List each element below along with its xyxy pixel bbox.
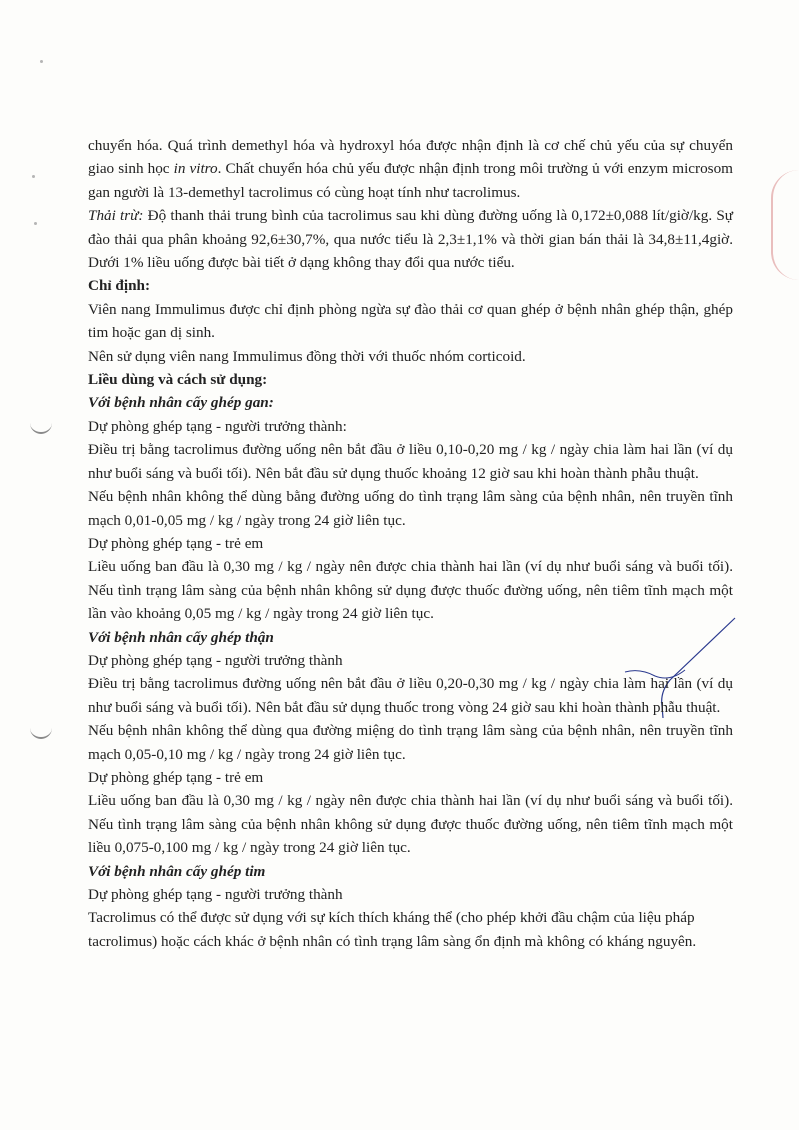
heart-adult-label: Dự phòng ghép tạng - người trưởng thành (88, 886, 343, 903)
liver-adult-label: Dự phòng ghép tạng - người trưởng thành: (88, 417, 347, 435)
liver-heading: Với bệnh nhân cấy ghép gan: (88, 394, 274, 412)
kidney-child-label: Dự phòng ghép tạng - trẻ em (88, 768, 264, 786)
kidney-child-text: Liều uống ban đầu là 0,30 mg / kg / ngày nên được chia thành hai lần (ví dụ như buổi sáng và buổi tối). Nếu tình trạng lâm sàng của bệnh nhân không sử dụng được thuốc đường uống, nên tiêm tĩnh mạch một liều 0,075-0,100 mg / kg / ngày trong 24 giờ liên tục. (88, 792, 733, 857)
document-body (88, 134, 733, 953)
indication-heading: Chỉ định: (88, 277, 151, 295)
kidney-adult-oral: Điều trị bằng tacrolimus đường uống nên bắt đầu ở liều 0,20-0,30 mg / kg / ngày chia làm hai lần (ví dụ như buổi sáng và buổi tối). Nên bắt đầu sử dụng thuốc trong vòng 24 giờ sau khi hoàn thành phẫu thuật. (88, 675, 733, 716)
kidney-heading: Với bệnh nhân cấy ghép thận (88, 628, 274, 646)
liver-child-label: Dự phòng ghép tạng - trẻ em (88, 534, 264, 552)
metabolism-paragraph: chuyển hóa. Quá trình demethyl hóa và hydroxyl hóa được nhận định là cơ chế chủ yếu của sự chuyển giao sinh học in vitro. Chất chuyển hóa chủ yếu được nhận định trong môi trường ủ với enzym microsom gan người là 13-demethyl tacrolimus có cùng hoạt tính như tacrolimus. (88, 137, 733, 201)
scan-speck (32, 175, 35, 178)
indication-text-2: Nên sử dụng viên nang Immulimus đồng thời với thuốc nhóm corticoid. (88, 347, 526, 365)
indication-text-1: Viên nang Immulimus được chỉ định phòng ngừa sự đào thải cơ quan ghép ở bệnh nhân ghép thận, ghép tim hoặc gan dị sinh. (88, 300, 733, 342)
liver-adult-oral: Điều trị bằng tacrolimus đường uống nên bắt đầu ở liều 0,10-0,20 mg / kg / ngày chia làm hai lần (ví dụ như buổi sáng và buổi tối). Nên bắt đầu sử dụng thuốc khoảng 12 giờ sau khi hoàn thành phẫu thuật. (88, 441, 733, 482)
punch-hole-mark (30, 725, 52, 739)
kidney-adult-label: Dự phòng ghép tạng - người trưởng thành (88, 651, 343, 669)
kidney-adult-iv: Nếu bệnh nhân không thể dùng qua đường miệng do tình trạng lâm sàng của bệnh nhân, nên truyền tĩnh mạch 0,05-0,10 mg / kg / ngày trong 24 giờ liên tục. (88, 722, 733, 763)
in-vitro-text: in vitro (173, 160, 218, 178)
heart-heading: Với bệnh nhân cấy ghép tim (88, 862, 266, 880)
scan-speck (40, 60, 43, 63)
stamp-edge (771, 170, 799, 280)
punch-hole-mark (30, 420, 52, 434)
liver-adult-iv: Nếu bệnh nhân không thể dùng bằng đường uống do tình trạng lâm sàng của bệnh nhân, nên truyền tĩnh mạch 0,01-0,05 mg / kg / ngày trong 24 giờ liên tục. (88, 488, 733, 529)
elimination-paragraph: Thải trừ: Độ thanh thải trung bình của tacrolimus sau khi dùng đường uống là 0,172±0,088 lít/giờ/kg. Sự đào thải qua phân khoảng 92,6±30,7%, qua nước tiểu là 2,3±1,1% và thời gian bán thải là 34,8±11,4giờ. Dưới 1% liều uống được bài tiết ở dạng không thay đổi qua nước tiểu. (88, 207, 733, 272)
dosage-heading: Liều dùng và cách sử dụng: (88, 371, 268, 389)
scan-speck (34, 222, 37, 225)
elimination-label: Thải trừ: (88, 207, 144, 225)
heart-text: Tacrolimus có thể được sử dụng với sự kích thích kháng thể (cho phép khởi đầu chậm của liệu pháp tacrolimus) hoặc cách khác ở bệnh nhân có tình trạng lâm sàng ổn định mà không có kháng nguyên. (88, 909, 697, 950)
liver-child-text: Liều uống ban đầu là 0,30 mg / kg / ngày nên được chia thành hai lần (ví dụ như buổi sáng và buổi tối). Nếu tình trạng lâm sàng của bệnh nhân không sử dụng được thuốc đường uống, nên tiêm tĩnh mạch một lần vào khoảng 0,05 mg / kg / ngày trong 24 giờ liên tục. (88, 558, 733, 623)
